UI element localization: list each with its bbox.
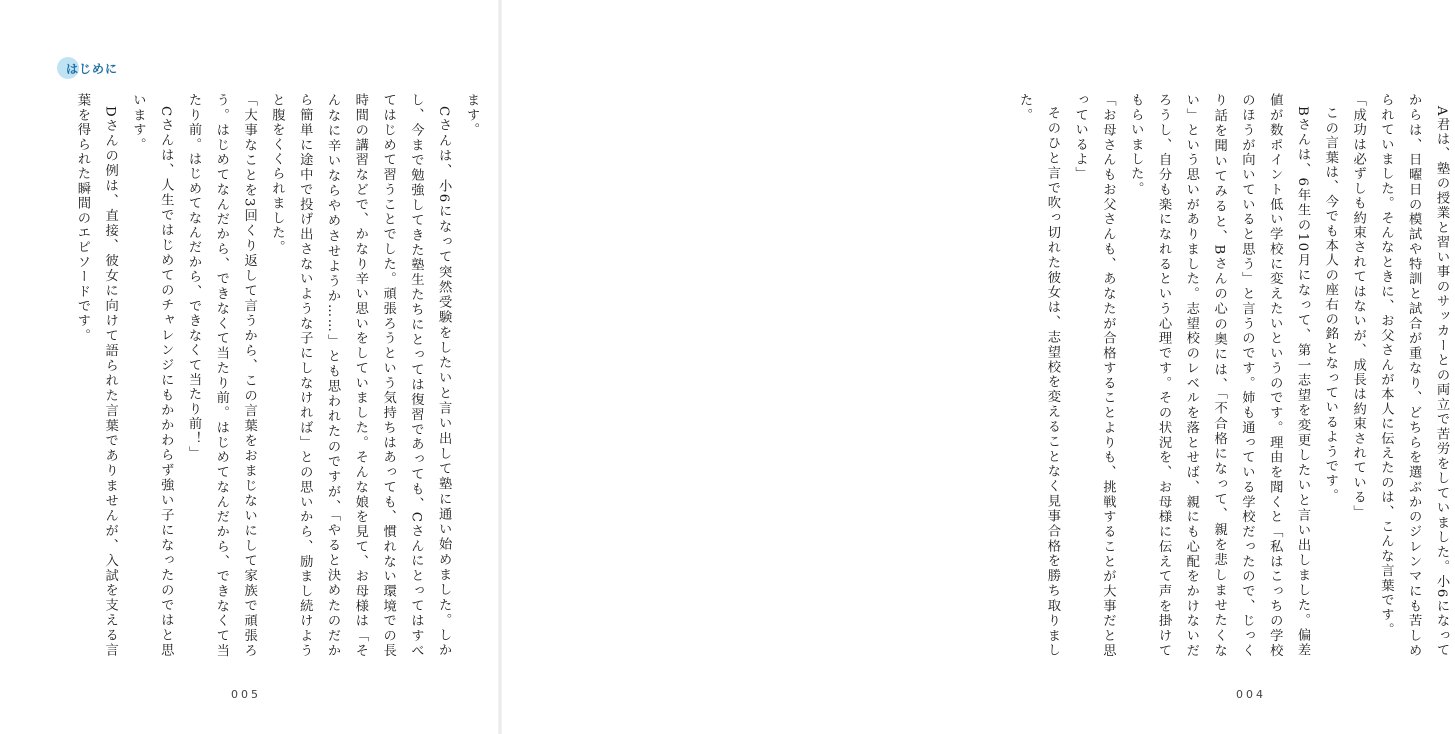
paragraph: そのひと言で吹っ切れた彼女は、志望校を変えることなく見事合格を勝ち取りました。: [1017, 93, 1060, 658]
page-number-left: 005: [231, 688, 261, 701]
paragraph: Cさんは、小6になって突然受験をしたいと言い出して塾に通い始めました。しかし、今まで勉強してきた塾生たちにとっては復習であっても、Cさんにとってはすべてはじめて習うことでした。頑張ろうという気持ちはあっても、慣れない環境での長時間の講習などで、かなり辛い思いをしていました。そんな娘を見て、お母様は「そんなに辛いならやめさせようか……」とも思われたのですが、「やると決めたのだから簡単に途中で投げ出さないような子にしなければ」との思いから、励まし続けようと腹をくくられました。: [269, 93, 452, 658]
left-page: [0, 0, 500, 734]
paragraph: Cさんは、人生ではじめてのチャレンジにもかかわらず強い子になったのではと思います。: [130, 93, 174, 658]
left-page-body: [74, 93, 485, 658]
page-number-right: 004: [1236, 688, 1266, 701]
quote-paragraph: 「大事なことを3回くり返して言うから、この言葉をおまじないにして家族で頑張ろう。はじめてなんだから、できなくて当たり前。はじめてなんだから、できなくて当たり前。はじめてなんだから、できなくて当たり前！」: [186, 93, 257, 658]
right-page: [500, 0, 1449, 734]
section-title: はじめに: [66, 61, 119, 76]
quote-paragraph: 「お母さんもお父さんも、あなたが合格することよりも、挑戦することが大事だと思っているよ」: [1072, 93, 1116, 658]
section-badge: [57, 57, 119, 79]
quote-paragraph: 「成功は必ずしも約束されてはないが、成長は約束されている」: [1350, 93, 1366, 520]
paragraph-continuation: ます。: [464, 93, 479, 138]
paragraph: Dさんの例は、直接、彼女に向けて語られた言葉でありませんが、入試を支える言葉を得られた瞬間のエピソードです。: [74, 93, 118, 658]
paragraph: この言葉は、今でも本人の座右の銘となっているようです。: [1322, 106, 1338, 504]
right-page-body: [1017, 93, 1455, 658]
paragraph: Bさんは、6年生の10月になって、第一志望を変更したいと言い出しました。偏差値が数ポイント低い学校に変えたいというのです。理由を聞くと「私はこっちの学校のほうが向いていると思う」と言うのです。姉も通っている学校だったので、じっくり話を聞いてみると、Bさんの心の奥には、「不合格になって、親を悲しませたくない」という思いがありました。志望校のレベルを落とせば、親にも心配をかけないだろうし、自分も楽になれるという心理です。その状況を、お母様に伝えて声を掛けてもらいました。: [1128, 93, 1311, 658]
paragraph: A君は、塾の授業と習い事のサッカーとの両立で苦労をしていました。小6になってからは、日曜日の模試や特訓と試合が重なり、どちらを選ぶかのジレンマにも苦しめられていました。そんなときに、お父さんが本人に伝えたのは、こんな言葉です。: [1378, 93, 1449, 658]
